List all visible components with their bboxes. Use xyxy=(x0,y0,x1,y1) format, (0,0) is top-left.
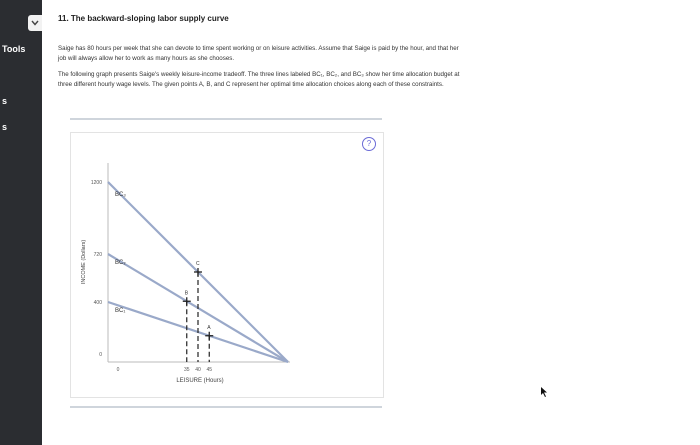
series-label-bc3: BC₃ xyxy=(115,192,126,198)
sidebar-item[interactable]: s xyxy=(2,96,8,106)
x-tick-label: 35 xyxy=(183,367,190,373)
y-axis-title: INCOME (Dollars) xyxy=(81,239,87,285)
y-tick-label: 0 xyxy=(99,352,102,358)
paragraph-line: Saige has 80 hours per week that she can devote to time spent working or on leisure activities. Assume that Saige is paid by the hour, and that her xyxy=(58,45,459,52)
series-label-bc1: BC₁ xyxy=(115,308,126,314)
y-tick-label: 720 xyxy=(93,252,102,258)
paragraph-line: job will always allow her to work as many hours as she chooses. xyxy=(58,55,235,62)
mouse-cursor-icon xyxy=(541,387,549,397)
point-a xyxy=(205,332,213,340)
point-label-c: C xyxy=(196,261,200,267)
x-tick-label: 0 xyxy=(116,367,120,373)
y-tick-label: 400 xyxy=(93,300,102,306)
point-label-a: A xyxy=(207,324,211,331)
y-tick-label: 1200 xyxy=(90,180,102,186)
sidebar-item[interactable]: s xyxy=(2,122,8,132)
series-label-bc2: BC₂ xyxy=(115,260,126,266)
paragraph-line: The following graph presents Saige's weekly leisure-income tradeoff. The three lines labeled BC₁, BC₂, and BC₃ show her time allocation budget at xyxy=(58,71,460,78)
x-tick-label: 45 xyxy=(206,367,213,373)
paragraph-line: three different hourly wage levels. The given points A, B, and C represent her optimal time allocation choices along each of these constraints. xyxy=(58,81,444,88)
sidebar-item-tools[interactable]: Tools xyxy=(2,44,26,54)
divider xyxy=(70,406,382,408)
question-title: 11. The backward-sloping labor supply curve xyxy=(58,14,229,23)
x-tick-label: 40 xyxy=(195,367,201,373)
point-label-b: B xyxy=(184,290,189,297)
help-icon[interactable]: ? xyxy=(362,137,376,151)
x-axis-title: LEISURE (Hours) xyxy=(176,378,224,384)
